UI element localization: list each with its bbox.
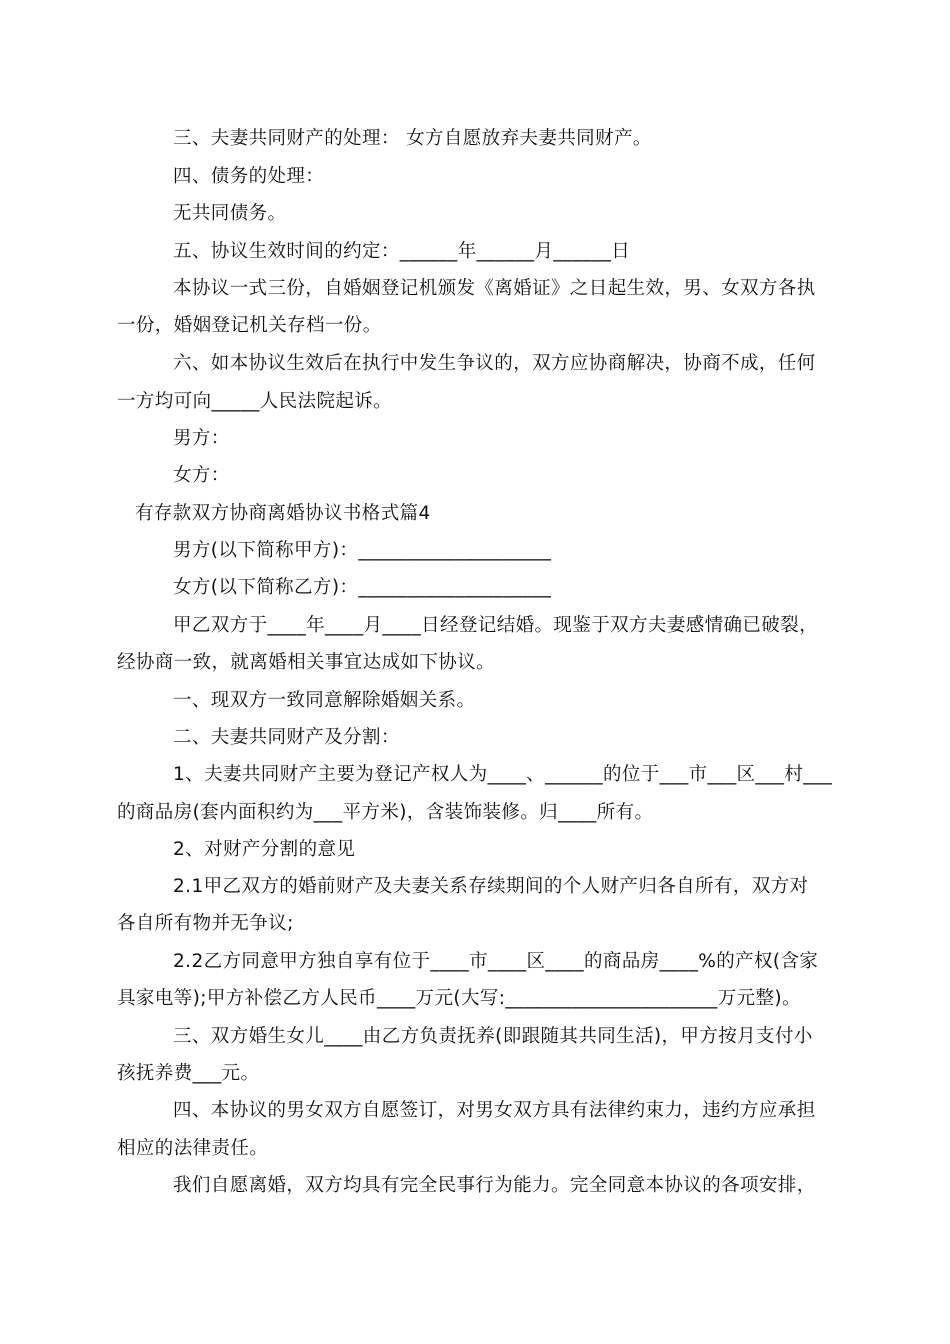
party-a-line: 男方(以下简称甲方)：____________________ <box>173 540 552 561</box>
copies-paragraph-line-1: 本协议一式三份，自婚姻登记机颁发《离婚证》之日起生效，男、女双方各执 <box>173 278 816 299</box>
section-6-dispute-line-1: 六、如本协议生效后在执行中发生争议的，双方应协商解决，协商不成，任何 <box>173 353 816 374</box>
male-party-signature: 男方： <box>173 428 230 449</box>
clause-3-custody-line-2: 孩抚养费___元。 <box>117 1063 260 1084</box>
clause-3-custody-line-1: 三、双方婚生女儿____由乙方负责抚养(即跟随其共同生活)，甲方按月支付小 <box>173 1026 813 1047</box>
agreement-title: 有存款双方协商离婚协议书格式篇4 <box>135 503 431 524</box>
section-4-debts: 四、债务的处理： <box>173 166 325 187</box>
clause-2-2-2-line-1: 2.2乙方同意甲方独自享有位于____市____区____的商品房____%的产权(含家 <box>173 951 819 972</box>
section-3-property: 三、夫妻共同财产的处理： 女方自愿放弃夫妻共同财产。 <box>173 128 652 149</box>
party-b-line: 女方(以下简称乙方)：____________________ <box>173 577 552 598</box>
clause-2-2-1-line-1: 2.1甲乙双方的婚前财产及夫妻关系存续期间的个人财产归各自所有，双方对 <box>173 876 809 897</box>
clause-1-dissolve: 一、现双方一致同意解除婚姻关系。 <box>173 690 476 711</box>
section-5-effective-date: 五、协议生效时间的约定：______年______月______日 <box>173 241 631 262</box>
no-common-debts: 无共同债务。 <box>173 203 287 224</box>
female-party-signature: 女方： <box>173 465 230 486</box>
clause-2-1-line-2: 的商品房(套内面积约为___平方米)，含装饰装修。归____所有。 <box>117 802 654 823</box>
section-6-dispute-line-2: 一方均可向_____人民法院起诉。 <box>117 391 393 412</box>
clause-4-binding-line-1: 四、本协议的男女双方自愿签订，对男女双方具有法律约束力，违约方应承担 <box>173 1100 816 1121</box>
marriage-intro-line-2: 经协商一致，就离婚相关事宜达成如下协议。 <box>117 652 496 673</box>
marriage-intro-line-1: 甲乙双方于____年____月____日经登记结婚。现鉴于双方夫妻感情确已破裂， <box>173 615 819 636</box>
voluntary-divorce-statement: 我们自愿离婚，双方均具有完全民事行为能力。完全同意本协议的各项安排， <box>173 1175 816 1196</box>
clause-2-property-heading: 二、夫妻共同财产及分割： <box>173 727 400 748</box>
clause-2-2-2-line-2: 具家电等);甲方补偿乙方人民币____万元(大写:______________________万元整)。 <box>117 988 801 1009</box>
clause-2-1-line-1: 1、夫妻共同财产主要为登记产权人为____、______的位于___市___区___村___ <box>173 764 833 785</box>
clause-2-2-heading: 2、对财产分割的意见 <box>173 839 356 860</box>
clause-2-2-1-line-2: 各自所有物并无争议; <box>117 913 294 934</box>
copies-paragraph-line-2: 一份，婚姻登记机关存档一份。 <box>117 315 382 336</box>
clause-4-binding-line-2: 相应的法律责任。 <box>117 1138 269 1159</box>
